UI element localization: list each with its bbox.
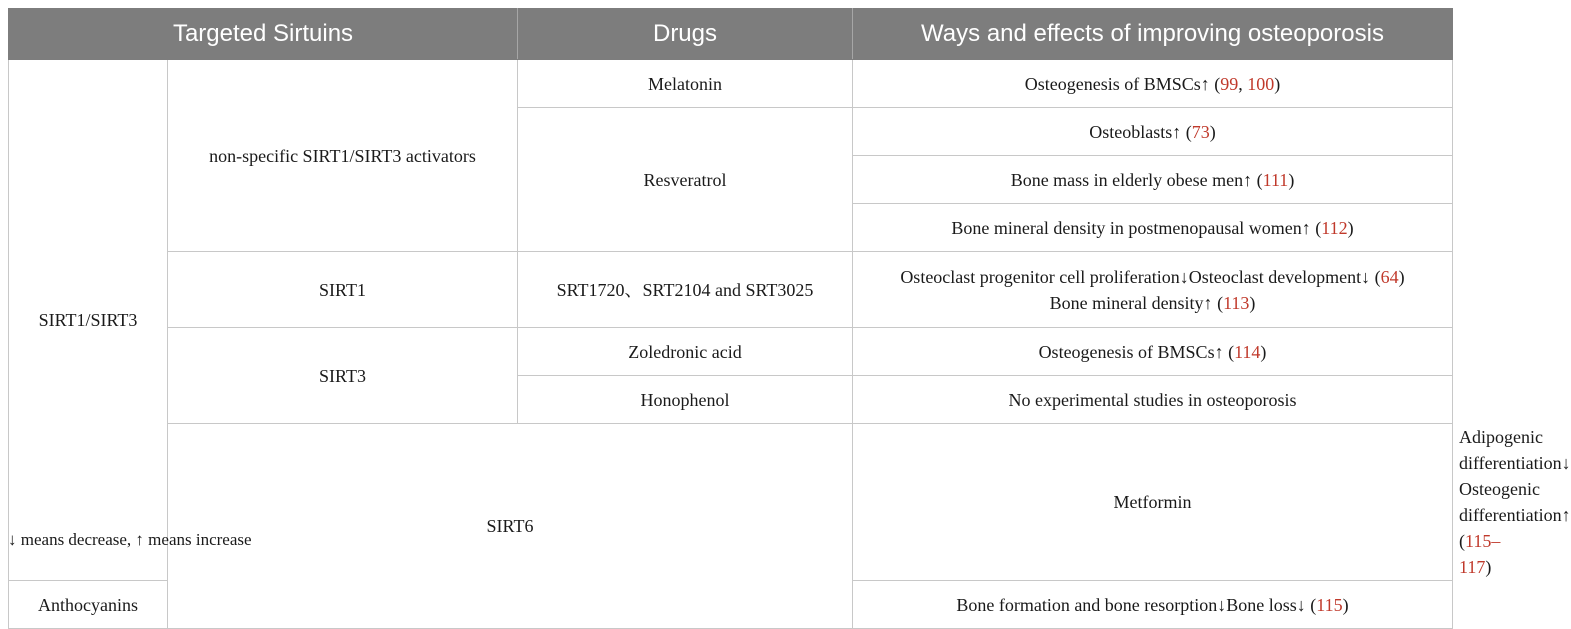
header-drugs: Drugs <box>518 9 853 60</box>
effect-zoledronic-acid: Osteogenesis of BMSCs↑ (114) <box>853 328 1453 376</box>
effect-resveratrol-1: Osteoblasts↑ (73) <box>853 108 1453 156</box>
drug-anthocyanins: Anthocyanins <box>9 581 168 629</box>
citation-link[interactable]: 113 <box>1223 292 1250 313</box>
drug-metformin: Metformin <box>853 424 1453 581</box>
citation-link[interactable]: 99 <box>1220 73 1239 94</box>
header-effects: Ways and effects of improving osteoporosis <box>853 9 1453 60</box>
effect-melatonin: Osteogenesis of BMSCs↑ (99, 100) <box>853 60 1453 108</box>
citation-link[interactable]: 115 <box>1316 594 1343 615</box>
table-row <box>9 328 1453 376</box>
group-sirt6: SIRT6 <box>168 424 853 629</box>
table-row <box>9 252 1453 328</box>
group-nonspecific-activators: non-specific SIRT1/SIRT3 activators <box>168 60 518 252</box>
table-header-row <box>9 9 1453 60</box>
citation-link[interactable]: 112 <box>1321 217 1348 238</box>
group-sirt1-sirt3: SIRT1/SIRT3 <box>9 60 168 581</box>
citation-link[interactable]: 111 <box>1262 169 1289 190</box>
drug-srt: SRT1720、SRT2104 and SRT3025 <box>518 252 853 328</box>
drug-zoledronic-acid: Zoledronic acid <box>518 328 853 376</box>
header-targeted-sirtuins: Targeted Sirtuins <box>9 9 518 60</box>
citation-link[interactable]: 64 <box>1380 266 1399 287</box>
effect-anthocyanins: Bone formation and bone resorption↓Bone loss↓ (115) <box>853 581 1453 629</box>
drug-resveratrol: Resveratrol <box>518 108 853 252</box>
drug-melatonin: Melatonin <box>518 60 853 108</box>
effect-resveratrol-2: Bone mass in elderly obese men↑ (111) <box>853 156 1453 204</box>
group-sirt1: SIRT1 <box>168 252 518 328</box>
effect-honophenol: No experimental studies in osteoporosis <box>853 376 1453 424</box>
effect-srt: Osteoclast progenitor cell proliferation↓Osteoclast development↓ (64) Bone mineral density↑ (113) <box>853 252 1453 328</box>
effect-resveratrol-3: Bone mineral density in postmenopausal women↑ (112) <box>853 204 1453 252</box>
citation-link[interactable]: 100 <box>1247 73 1275 94</box>
table-footnote: ↓ means decrease, ↑ means increase <box>8 530 252 549</box>
table-row <box>9 60 1453 108</box>
table-row: SIRT6 Metformin Adipogenic differentiation↓ Osteogenic differentiation↑ (115–117) <box>9 424 1453 581</box>
citation-link[interactable]: 115–117 <box>1459 531 1501 577</box>
drug-honophenol: Honophenol <box>518 376 853 424</box>
group-sirt3: SIRT3 <box>168 328 518 424</box>
citation-link[interactable]: 73 <box>1191 121 1210 142</box>
citation-link[interactable]: 114 <box>1234 341 1261 362</box>
